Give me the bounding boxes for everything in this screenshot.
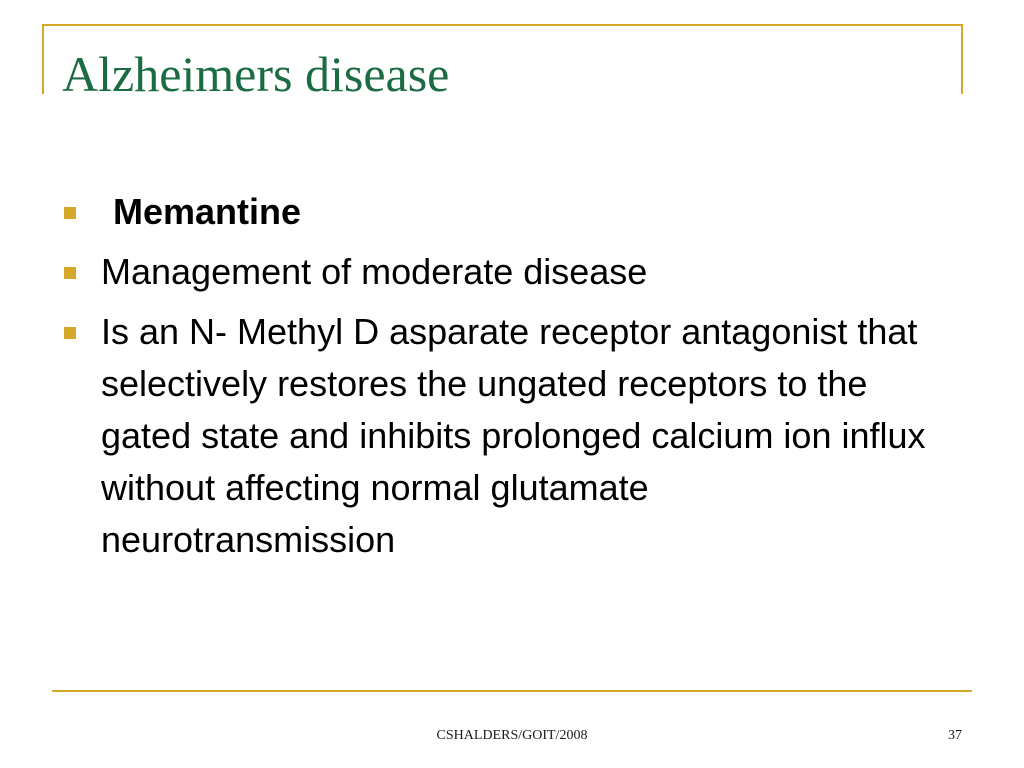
- bullet-item-mechanism: [64, 306, 944, 566]
- footer-text: CSHALDERS/GOIT/2008: [436, 728, 588, 743]
- slide-title: Alzheimers disease: [62, 46, 450, 102]
- bullet-text: Is an N- Methyl D asparate receptor antagonist that selectively restores the ungated receptors to the gated state and inhibits prolonged calcium ion influx without affecting normal glutamate neurotransmission: [101, 311, 926, 560]
- page-number: 37: [948, 728, 962, 743]
- title-frame-top-rule: [42, 24, 963, 26]
- square-bullet-icon: [64, 207, 76, 219]
- title-frame-right-rule: [961, 24, 963, 94]
- bullet-item-management: [64, 246, 944, 298]
- footer-divider: [52, 690, 972, 692]
- square-bullet-icon: [64, 327, 76, 339]
- bullet-text: Management of moderate disease: [101, 251, 648, 292]
- title-frame-left-rule: [42, 24, 44, 94]
- bullet-list: [64, 186, 944, 574]
- bullet-item-memantine: [64, 186, 944, 238]
- bullet-text: Memantine: [113, 191, 302, 232]
- square-bullet-icon: [64, 267, 76, 279]
